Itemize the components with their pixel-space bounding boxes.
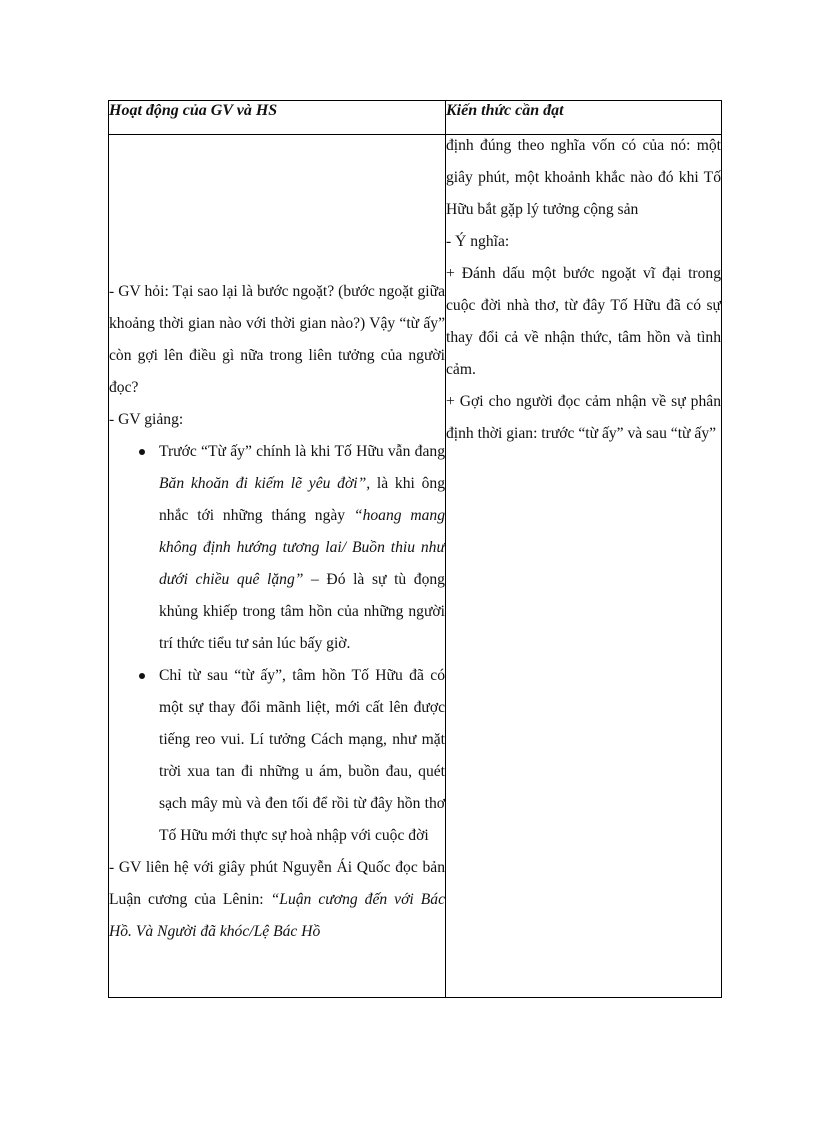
knowledge-point-time: + Gợi cho người đọc cảm nhận về sự phân định thời gian: trước “từ ấy” và sau “từ ấy”	[446, 393, 721, 442]
relate-quote: “Luận cương đến với Bác Hồ. Và Người đã khóc/Lệ Bác Hồ	[109, 891, 445, 940]
table-body-row	[109, 135, 722, 998]
left-blank-space	[109, 135, 445, 276]
bullet-icon	[139, 449, 145, 455]
teacher-explain-label: - GV giảng:	[109, 411, 184, 428]
header-teacher-student-activities: Hoạt động của GV và HS	[109, 101, 446, 135]
bullet1-text-c: – Đó là sự tù đọng khủng khiếp trong tâm hồn của những người trí thức tiểu tư sản lúc bấy giờ.	[159, 571, 445, 652]
teacher-relate	[109, 852, 445, 948]
knowledge-meaning-label: - Ý nghĩa:	[446, 233, 510, 250]
bullet-item-before	[109, 436, 445, 660]
right-content	[446, 130, 721, 450]
bullet1-quote-b: “hoang mang không định hướng tương lai/ Buồn thiu như dưới chiều quê lặng”	[159, 507, 445, 588]
teacher-question: - GV hỏi: Tại sao lại là bước ngoặt? (bước ngoặt giữa khoảng thời gian nào với thời gian nào?) Vậy “từ ấy” còn gợi lên điều gì nữa trong liên tưởng của người đọc?	[109, 283, 445, 396]
knowledge-definition: định đúng theo nghĩa vốn có của nó: một giây phút, một khoảnh khắc nào đó khi Tố Hữu bắt gặp lý tưởng cộng sản	[446, 137, 721, 218]
bullet1-quote-a: Băn khoăn đi kiếm lẽ yêu đời”,	[159, 475, 371, 492]
knowledge-point-turning: + Đánh dấu một bước ngoặt vĩ đại trong cuộc đời nhà thơ, từ đây Tố Hữu đã có sự thay đổi cả về nhận thức, tâm hồn và tình cảm.	[446, 265, 721, 378]
bullet-icon	[139, 673, 145, 679]
bullet-item-after	[109, 660, 445, 852]
bullet1-text-b: là khi ông nhắc tới những tháng ngày	[159, 475, 445, 524]
lesson-table	[108, 100, 722, 998]
header-required-knowledge: Kiến thức cần đạt	[446, 101, 722, 135]
bullet2-text: Chỉ từ sau “từ ấy”, tâm hồn Tố Hữu đã có một sự thay đổi mãnh liệt, mới cất lên được tiếng reo vui. Lí tưởng Cách mạng, như mặt trời xua tan đi những u ám, buồn đau, quét sạch mây mù và đen tối để rồi từ đây hồn thơ Tố Hữu mới thực sự hoà nhập với cuộc đời	[159, 667, 445, 844]
right-column-cell	[446, 135, 722, 998]
relate-text: - GV liên hệ với giây phút Nguyễn Ái Quốc đọc bản Luận cương của Lênin:	[109, 859, 445, 908]
bullet1-text-a: Trước “Từ ấy” chính là khi Tố Hữu vẫn đang	[159, 443, 445, 460]
left-column-cell	[109, 135, 446, 998]
